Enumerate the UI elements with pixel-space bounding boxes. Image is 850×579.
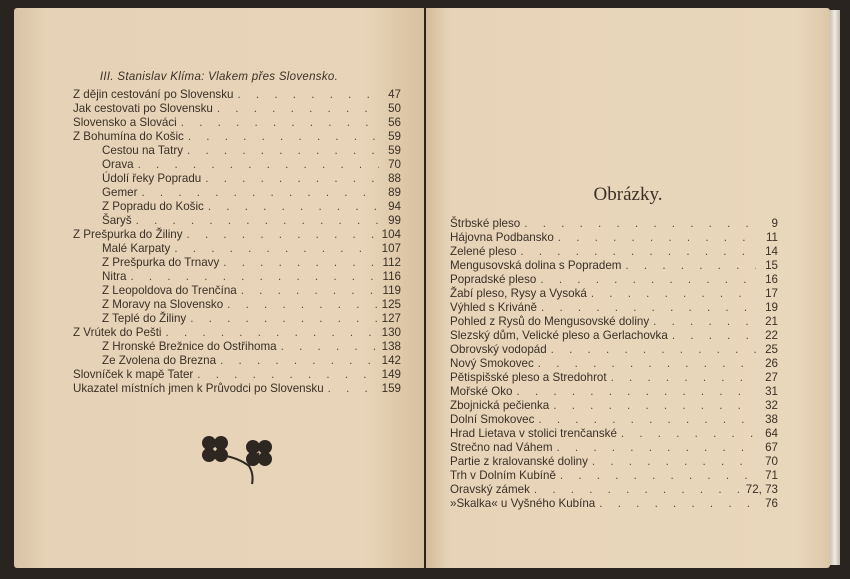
entry-label: Z Vrútek do Pešti	[73, 326, 162, 339]
dot-leader	[190, 312, 377, 326]
page-number: 94	[388, 200, 401, 213]
dot-leader	[625, 259, 756, 273]
page-number: 17	[765, 287, 778, 300]
dot-leader	[653, 315, 756, 329]
page-number: 70	[388, 158, 401, 171]
toc-entry	[73, 284, 401, 298]
entry-label: Popradské pleso	[450, 273, 537, 286]
dot-leader	[599, 497, 756, 511]
toc-entry	[450, 245, 778, 259]
entry-label: Trh v Dolním Kubíně	[450, 469, 556, 482]
page-number: 19	[765, 301, 778, 314]
page-number: 38	[765, 413, 778, 426]
illustrations-list	[450, 217, 778, 511]
entry-label: Pětispišské pleso a Stredohrot	[450, 371, 607, 384]
dot-leader	[540, 273, 756, 287]
entry-label: Z dějin cestování po Slovensku	[73, 88, 234, 101]
page-number: 107	[381, 242, 401, 255]
page-number: 47	[388, 88, 401, 101]
toc-entry	[450, 469, 778, 483]
dot-leader	[220, 354, 378, 368]
toc-entry	[73, 102, 401, 116]
page-number: 26	[765, 357, 778, 370]
dot-leader	[187, 228, 378, 242]
page-number: 22	[765, 329, 778, 342]
dot-leader	[138, 158, 379, 172]
toc-entry	[73, 116, 401, 130]
page-number: 71	[765, 469, 778, 482]
entry-label: Zbojnická pečienka	[450, 399, 550, 412]
entry-label: Gemer	[102, 186, 138, 199]
toc-entry	[73, 312, 401, 326]
dot-leader	[217, 102, 379, 116]
dot-leader	[130, 270, 378, 284]
dot-leader	[621, 427, 756, 441]
page-number: 149	[381, 368, 401, 381]
dot-leader	[551, 343, 756, 357]
page-number: 88	[388, 172, 401, 185]
toc-entry	[450, 441, 778, 455]
dot-leader	[187, 144, 379, 158]
dot-leader	[592, 455, 756, 469]
dot-leader	[556, 441, 756, 455]
page-number: 27	[765, 371, 778, 384]
entry-label: Strečno nad Váhem	[450, 441, 553, 454]
entry-label: Mengusovská dolina s Popradem	[450, 259, 622, 272]
toc-entry	[73, 88, 401, 102]
entry-label: Dolní Smokovec	[450, 413, 535, 426]
page-number: 50	[388, 102, 401, 115]
toc-entry	[73, 228, 401, 242]
entry-label: Z Prešpurka do Žiliny	[73, 228, 183, 241]
dot-leader	[591, 287, 756, 301]
page-edge	[830, 10, 840, 565]
dot-leader	[166, 326, 378, 340]
page-number: 25	[765, 343, 778, 356]
toc-entry	[450, 231, 778, 245]
page-number: 67	[765, 441, 778, 454]
toc-entry	[73, 242, 401, 256]
page-number: 72, 73	[745, 483, 778, 496]
entry-label: Z Popradu do Košic	[102, 200, 204, 213]
dot-leader	[560, 469, 756, 483]
toc-entry	[450, 497, 778, 511]
page-number: 116	[382, 270, 401, 283]
dot-leader	[524, 217, 756, 231]
entry-label: Žabí pleso, Rysy a Vysoká	[450, 287, 587, 300]
dot-leader	[558, 231, 756, 245]
dot-leader	[181, 116, 379, 130]
entry-label: Z Prešpurka do Trnavy	[102, 256, 220, 269]
toc-entry	[450, 455, 778, 469]
page-number: 159	[381, 382, 401, 395]
page-number: 14	[765, 245, 778, 258]
page-number: 56	[388, 116, 401, 129]
page-number: 31	[765, 385, 778, 398]
dot-leader	[538, 413, 756, 427]
entry-label: Z Moravy na Slovensko	[102, 298, 224, 311]
dot-leader	[541, 301, 756, 315]
toc-entry	[73, 326, 401, 340]
dot-leader	[241, 284, 379, 298]
toc-entry	[73, 256, 401, 270]
dot-leader	[237, 88, 379, 102]
page-number: 130	[381, 326, 401, 339]
entry-label: Slezský dům, Velické pleso a Gerlachovka	[450, 329, 668, 342]
entry-label: Pohled z Rysů do Mengusovské doliny	[450, 315, 650, 328]
four-leaf-clover-icon	[194, 428, 284, 488]
toc-entry	[73, 186, 401, 200]
entry-label: Ukazatel místních jmen k Průvodci po Slovensku	[73, 382, 324, 395]
dot-leader	[611, 371, 756, 385]
section-heading: III. Stanislav Klíma: Vlakem přes Slovensko.	[99, 71, 339, 83]
toc-entry	[450, 343, 778, 357]
dot-leader	[328, 382, 378, 396]
dot-leader	[534, 483, 742, 497]
toc-entry	[450, 315, 778, 329]
left-page	[14, 8, 424, 568]
right-page	[426, 8, 830, 568]
dot-leader	[188, 130, 379, 144]
toc-entry	[73, 158, 401, 172]
entry-label: Slovensko a Slováci	[73, 116, 177, 129]
entry-label: Z Teplé do Žiliny	[102, 312, 187, 325]
page-number: 59	[388, 130, 401, 143]
toc-entry	[73, 298, 401, 312]
dot-leader	[223, 256, 378, 270]
dot-leader	[208, 200, 379, 214]
toc-entry	[73, 200, 401, 214]
toc-entry	[73, 270, 401, 284]
page-number: 70	[765, 455, 778, 468]
toc-entry	[450, 287, 778, 301]
toc-entry	[73, 144, 401, 158]
dot-leader	[517, 385, 757, 399]
contents-list	[73, 88, 401, 396]
entry-label: Ze Zvolena do Brezna	[102, 354, 217, 367]
dot-leader	[672, 329, 756, 343]
entry-label: Mořské Oko	[450, 385, 513, 398]
toc-entry	[450, 371, 778, 385]
entry-label: Oravský zámek	[450, 483, 530, 496]
page-number: 15	[765, 259, 778, 272]
dot-leader	[227, 298, 378, 312]
entry-label: Z Leopoldova do Trenčína	[102, 284, 237, 297]
toc-entry	[450, 273, 778, 287]
page-number: 64	[765, 427, 778, 440]
page-number: 16	[765, 273, 778, 286]
entry-label: Údolí řeky Popradu	[102, 172, 202, 185]
illustrations-title: Obrázky.	[593, 184, 663, 205]
dot-leader	[136, 214, 379, 228]
entry-label: Partie z kralovanské doliny	[450, 455, 588, 468]
toc-entry	[73, 368, 401, 382]
entry-label: Šaryš	[102, 214, 132, 227]
page-number: 9	[771, 217, 778, 230]
page-number: 89	[388, 186, 401, 199]
dot-leader	[520, 245, 756, 259]
dot-leader	[141, 186, 379, 200]
toc-entry	[450, 217, 778, 231]
entry-label: Z Hronské Brežnice do Ostřihoma	[102, 340, 277, 353]
toc-entry	[73, 354, 401, 368]
entry-label: Nitra	[102, 270, 127, 283]
dot-leader	[205, 172, 379, 186]
entry-label: Malé Karpaty	[102, 242, 171, 255]
entry-label: Štrbské pleso	[450, 217, 521, 230]
entry-label: Výhled s Kriváně	[450, 301, 537, 314]
page-number: 119	[382, 284, 401, 297]
dot-leader	[538, 357, 756, 371]
entry-label: Z Bohumína do Košic	[73, 130, 184, 143]
toc-entry	[450, 385, 778, 399]
toc-entry	[450, 357, 778, 371]
page-number: 59	[388, 144, 401, 157]
toc-entry	[450, 259, 778, 273]
entry-label: Jak cestovati po Slovensku	[73, 102, 213, 115]
page-number: 138	[381, 340, 401, 353]
entry-label: Hrad Lietava v stolici trenčanské	[450, 427, 617, 440]
toc-entry	[450, 413, 778, 427]
toc-entry	[73, 214, 401, 228]
page-number: 112	[382, 256, 401, 269]
toc-entry	[450, 399, 778, 413]
toc-entry	[450, 329, 778, 343]
toc-entry	[450, 301, 778, 315]
dot-leader	[553, 399, 756, 413]
toc-entry	[73, 172, 401, 186]
entry-label: Slovníček k mapě Tater	[73, 368, 194, 381]
toc-entry	[450, 427, 778, 441]
dot-leader	[174, 242, 377, 256]
page-number: 11	[765, 231, 778, 244]
page-number: 99	[388, 214, 401, 227]
entry-label: Hájovna Podbansko	[450, 231, 554, 244]
page-number: 21	[765, 315, 778, 328]
dot-leader	[197, 368, 377, 382]
page-number: 32	[765, 399, 778, 412]
entry-label: Zelené pleso	[450, 245, 517, 258]
entry-label: Nový Smokovec	[450, 357, 534, 370]
toc-entry	[450, 483, 778, 497]
page-number: 76	[765, 497, 778, 510]
entry-label: Orava	[102, 158, 134, 171]
page-number: 104	[381, 228, 401, 241]
page-number: 142	[381, 354, 401, 367]
toc-entry	[73, 130, 401, 144]
toc-entry	[73, 382, 401, 396]
toc-entry	[73, 340, 401, 354]
page-number: 125	[381, 298, 401, 311]
entry-label: Obrovský vodopád	[450, 343, 547, 356]
page-number: 127	[381, 312, 401, 325]
dot-leader	[281, 340, 378, 354]
entry-label: »Skalka« u Vyšného Kubína	[450, 497, 596, 510]
entry-label: Cestou na Tatry	[102, 144, 183, 157]
